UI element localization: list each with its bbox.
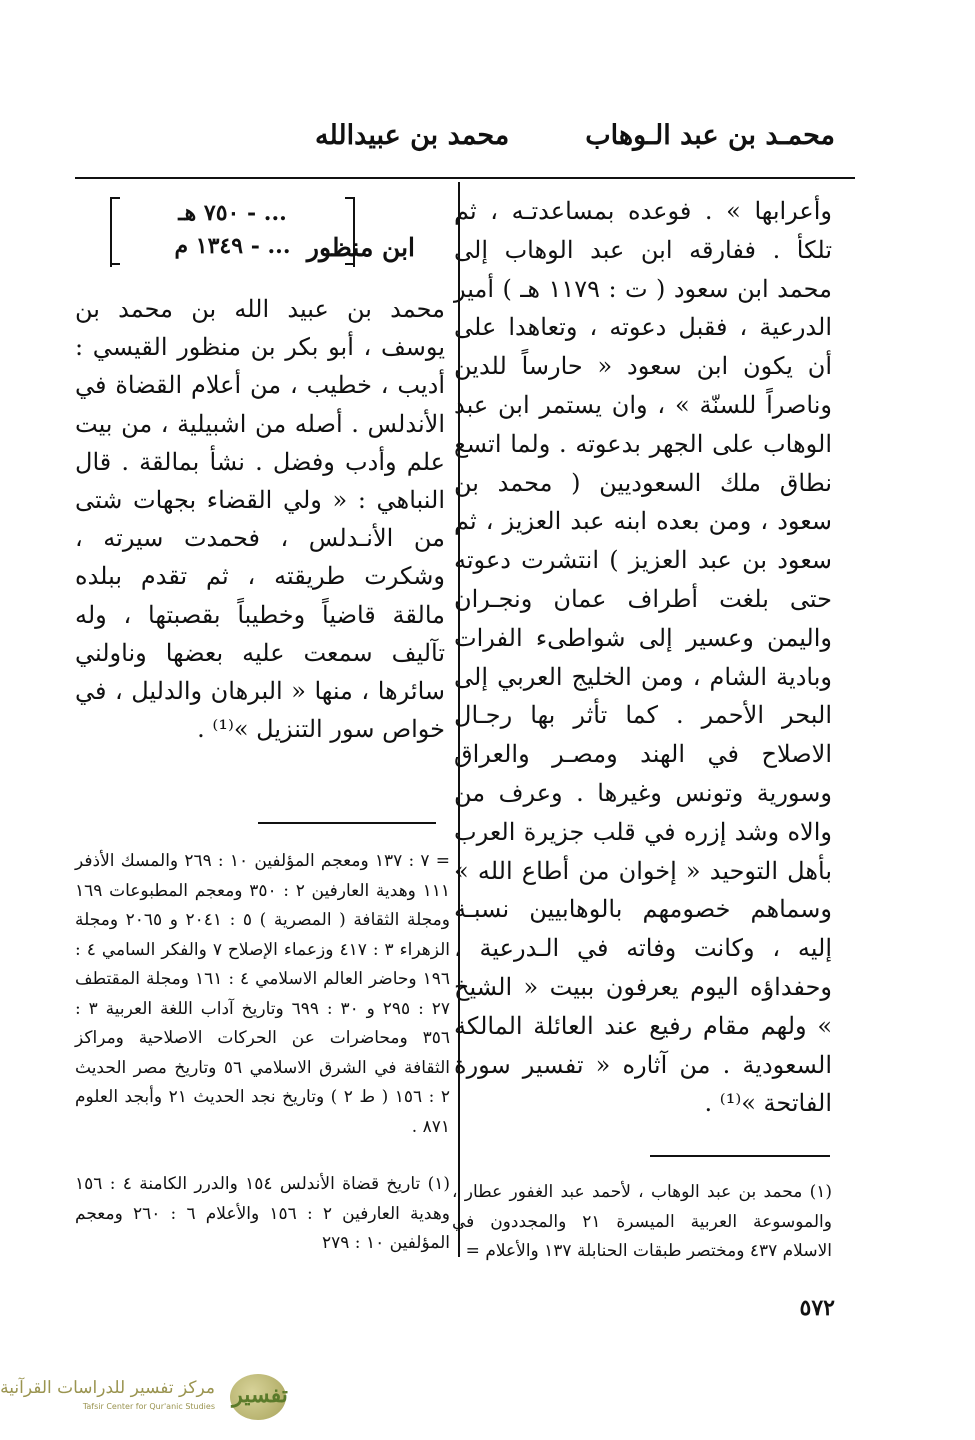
header-rule [75,177,855,179]
running-head-right: محمـد بن عبد الـوهاب [585,120,835,151]
watermark-logo [0,1372,290,1422]
logo-subtitle: Tafsir Center for Qur'anic Studies [82,1402,215,1411]
body-text-right: وأعرابها » . فوعده بمساعدتـه ، ثم تلكأ . ففارقه ابن عبد الوهاب إلى محمد ابن سعود ( ت : ١١٧٩ هـ ) أمير الدرعية ، فقبل دعوته ، وتعاهدا على أن يكون ابن سعود « حارساً للدين وناصراً للسنّة » ، وان يستمر ابن عبد الوهاب على الجهر بدعوته . ولما اتسع نطاق ملك السعوديين ( محمد بن سعود ، ومن بعده ابنه عبد العزيز ، ثم سعود بن عبد العزيز ) انتشرت دعوته حتى بلغت أطراف عمان ونجـران واليمن وعسير إلى شواطىء الفرات وبادية الشام ، ومن الخليج العربي إلى البحر الأحمر . كما تأثر بها رجـال الاصلاح في الهند ومصـر والعراق وسورية وتونس وغيرها . وعرف من والاه وشد إزره في قلب جزيرة العرب بأهل التوحيد « إخوان من أطاع الله » وسماهم خصومهم بالوهابيين نسبـة إليه ، وكانت وفاته في الـدرعية ، وحفداؤه اليوم يعرفون ببيت « الشيخ » ولهم مقام رفيع عند العائلة المالكة السعودية . من آثاره « تفسير سورة الفاتحة »⁽¹⁾ . [454,197,832,1118]
footnote-rule-left [258,822,436,824]
page-number: ٥٧٢ [799,1295,835,1321]
running-head-left: محمد بن عبيدالله [315,120,510,151]
date-hijri: ... - ٧٥٠ هـ [178,200,287,226]
entry-heading [75,195,445,275]
logo-word: تفسير [232,1382,288,1408]
entry-name: ابن منظور [306,233,415,262]
footnote-1-right [452,1178,832,1267]
footnote-text: (١) تاريخ قضاة الأندلس ١٥٤ والدرر الكامنة ٤ : ١٥٦ وهدية العارفين ٢ : ١٥٦ والأعلام ٦ : ٢٦٠ ومعجم المؤلفين ١٠ : ٢٧٩ [75,1174,450,1253]
footnote-rule-right [650,1155,830,1157]
date-gregorian: ... - ١٣٤٩ م [174,233,291,259]
body-text-left: محمد بن عبيد الله بن محمد بن يوسف ، أبو بكر بن منظور القيسي : أديب ، خطيب ، من أعلام القضاة في الأندلس . أصله من اشبيلية ، من بيت علم وأدب وفضل . نشأ بمالقة . قال النباهي : « ولي القضاء بجهات شتى من الأنـدلس ، فحمدت سيرته ، وشكرت طريقته ، ثم تقدم ببلده مالقة قاضياً وخطيباً بقصبتها ، وله تآليف سمعت عليه بعضها وناولني سائرها ، منها « البرهان والدليل ، في خواص سور التنزيل »⁽¹⁾ . [75,295,446,744]
right-column [454,192,832,1123]
logo-name: مركز تفسير للدراسات القرآنية [0,1378,215,1398]
footnote-text: (١) محمد بن عبد الوهاب ، لأحمد عبد الغفور عطار ، والموسوعة العربية الميسرة ٢١ والمجددون في الاسلام ٤٣٧ ومختصر طبقات الحنابلة ١٣٧ والأعلام = [452,1182,832,1261]
footnote-1-left [75,1170,450,1259]
footnote-continuation-left [75,847,450,1142]
left-column [75,290,445,748]
footnote-text: = ٧ : ١٣٧ ومعجم المؤلفين ١٠ : ٢٦٩ والمسك الأذفر ١١١ وهدية العارفين ٢ : ٣٥٠ ومعجم المطبوعات ١٦٩ ومجلة الثقافة ( المصرية ) ٥ : ٢٠٤١ و ٢٠٦٥ ومجلة الزهراء ٣ : ٤١٧ وزعماء الإصلاح ٧ والفكر السامي ٤ : ١٩٦ وحاضر العالم الاسلامي ٤ : ١٦١ ومجلة المقتطف ٢٧ : ٢٩٥ و ٣٠ : ٦٩٩ وتاريخ آداب اللغة العربية ٣ : ٣٥٦ ومحاضرات عن الحركات الاصلاحية ومراكز الثقافة في الشرق الاسلامي ٥٦ وتاريخ مصر الحديث ٢ : ١٥٦ ( ط ٢ ) وتاريخ نجد الحديث ٢١ وأبجد العلوم ٨٧١ . [75,851,451,1137]
